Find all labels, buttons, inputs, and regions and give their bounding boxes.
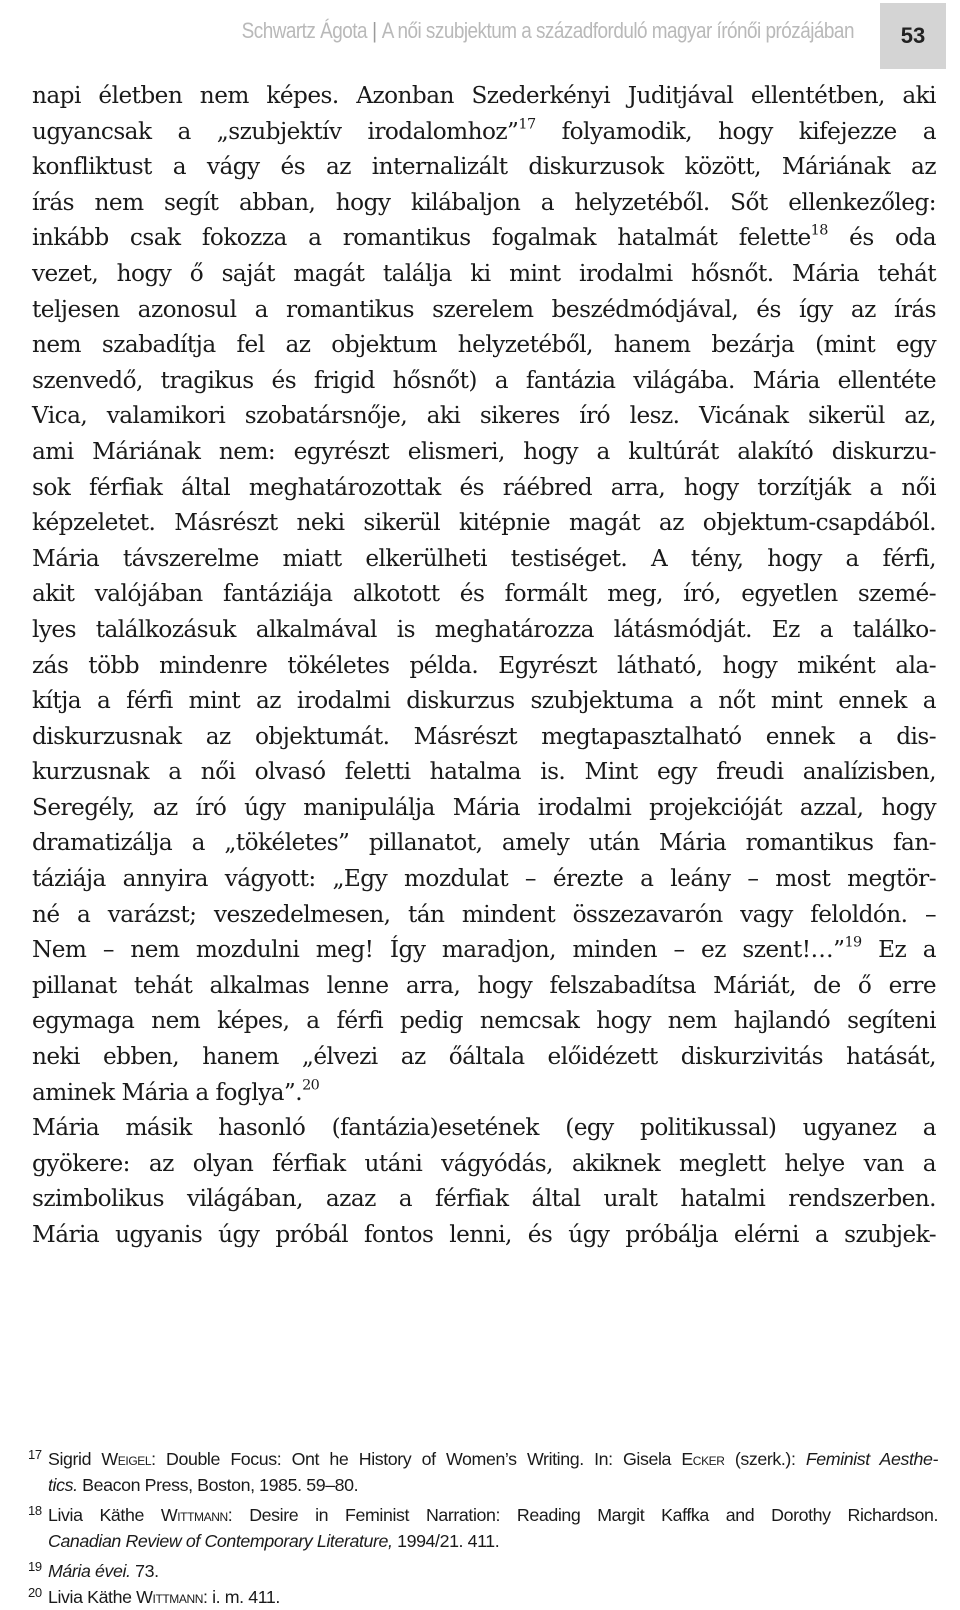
text-line: [32, 861, 936, 897]
text-run: és oda: [827, 224, 936, 252]
text-line: [32, 1217, 936, 1253]
footnote-number: 19: [28, 1559, 42, 1574]
text-line: [32, 1003, 936, 1039]
author-name: Ecker: [681, 1449, 725, 1469]
work-title: tics.: [48, 1475, 78, 1495]
footnote-text: (szerk.):: [724, 1449, 806, 1469]
footnote-line: [48, 1502, 938, 1528]
text-run: Mária ugyanis úgy próbál fontos lenni, és úgy próbálja elérni a szubjek-: [32, 1221, 936, 1248]
text-run: táziája annyira vágyott: „Egy mozdulat – érezte a leány – most megtör-: [32, 865, 936, 893]
text-run: ami Máriának nem: egyrészt elismeri, hogy a kultúrát alakító diskurzu-: [32, 437, 936, 465]
body-text: [32, 78, 936, 1253]
author-name: Wittmann: [136, 1587, 204, 1607]
text-line: [32, 541, 936, 577]
footnote-number: 18: [28, 1503, 42, 1518]
text-run: diskurzusnak az objektumát. Másrészt megtapasztalható ennek a dis-: [32, 722, 936, 750]
text-run: Vica, valamikori szobatársnője, aki sikeres író lesz. Vicának sikerül az,: [32, 402, 936, 430]
footnote-number: 17: [28, 1447, 42, 1462]
text-line: [32, 754, 936, 790]
text-run: Mária távszerelme miatt elkerülheti testiséget. A tény, hogy a férfi,: [32, 544, 936, 572]
running-head-title: A női szubjektum a századforduló magyar írónői prózájában: [381, 18, 854, 43]
footnote: [28, 1502, 938, 1554]
text-line: [32, 434, 936, 470]
text-run: inkább csak fokozza a romantikus fogalmak hatalmát felette: [32, 224, 811, 252]
text-line: [32, 932, 936, 968]
text-run: konfliktust a vágy és az internalizált diskurzusok között, Máriának az: [32, 153, 936, 181]
footnote: [28, 1558, 938, 1584]
footnote-line: [48, 1472, 938, 1498]
footnote-text: : Double Focus: Ont he History of Women’s Writing. In: Gisela: [151, 1449, 682, 1469]
footnote-text: Sigrid: [48, 1449, 102, 1469]
text-run: gyökere: az olyan férfiak utáni vágyódás, akiknek meglett helye van a: [32, 1149, 936, 1177]
footnote-text: : Desire in Feminist Narration: Reading Margit Kaffka and Dorothy Richardson.: [227, 1505, 938, 1525]
text-line: [32, 1181, 936, 1217]
work-title: Canadian Review of Contemporary Literature,: [48, 1531, 393, 1551]
text-run: szenvedő, tragikus és frigid hősnőt) a fantázia világába. Mária ellentéte: [32, 366, 936, 394]
footnote-ref: 17: [518, 116, 536, 133]
footnote-ref: 20: [302, 1077, 320, 1094]
text-line: [32, 648, 936, 684]
footnote: [28, 1446, 938, 1498]
footnote-line: [48, 1528, 938, 1554]
text-run: Mária másik hasonló (fantázia)esetének (egy politikussal) ugyanez a: [32, 1114, 936, 1142]
text-line: [32, 825, 936, 861]
text-line: [32, 1039, 936, 1075]
text-run: sok férfiak által meghatározottak és ráébred arra, hogy torzítják a női: [32, 473, 936, 501]
work-title: Mária évei.: [48, 1561, 131, 1581]
text-run: egymaga nem képes, a férfi pedig nemcsak hogy nem hajlandó segíteni: [32, 1007, 936, 1035]
footnote-text: Livia Käthe: [48, 1587, 137, 1607]
text-line: [32, 398, 936, 434]
footnote-text: : i. m. 411.: [203, 1587, 280, 1607]
page-header: [0, 0, 960, 72]
text-line: [32, 1075, 936, 1111]
footnote-text: Livia Käthe: [48, 1505, 161, 1525]
running-head-separator: |: [372, 18, 377, 43]
text-run: zás több mindenre tökéletes példa. Egyrészt látható, hogy miként ala-: [32, 651, 936, 679]
text-run: napi életben nem képes. Azonban Szederkényi Juditjával ellentétben, aki: [32, 82, 936, 109]
text-run: vezet, hogy ő saját magát találja ki mint irodalmi hősnőt. Mária tehát: [32, 259, 936, 287]
text-run: lyes találkozásuk alkalmával is meghatározza látásmódját. Ez a találko-: [32, 615, 936, 643]
text-run: kurzusnak a női olvasó feletti hatalma is. Mint egy freudi analízisben,: [32, 758, 936, 786]
footnote-number: 20: [28, 1585, 42, 1600]
footnote-line: [48, 1558, 938, 1584]
text-run: akit valójában fantáziája alkotott és formált meg, író, egyetlen szemé-: [32, 580, 936, 608]
text-run: Nem – nem mozdulni meg! Így maradjon, minden – ez szent!…”: [32, 936, 845, 964]
text-run: né a varázst; veszedelmesen, tán mindent összezavarón vagy feloldón. –: [32, 900, 936, 928]
text-line: [32, 897, 936, 933]
text-line: [32, 1110, 936, 1146]
text-line: [32, 327, 936, 363]
text-line: [32, 683, 936, 719]
footnote-text: 1994/21. 411.: [392, 1531, 500, 1551]
text-run: Seregély, az író úgy manipulálja Mária irodalmi projekcióját azzal, hogy: [32, 793, 936, 821]
text-line: [32, 114, 936, 150]
text-run: szimbolikus világában, azaz a férfiak által uralt hatalmi rendszerben.: [32, 1185, 936, 1213]
text-run: képzeletet. Másrészt neki sikerül kitépnie magát az objektum-csapdából.: [32, 509, 936, 537]
author-name: Weigel: [101, 1449, 152, 1469]
text-run: nem szabadítja fel az objektum helyzetéből, hanem bezárja (mint egy: [32, 331, 936, 359]
text-line: [32, 292, 936, 328]
footnote-text: 73.: [130, 1561, 159, 1581]
footnote-ref: 18: [810, 223, 828, 240]
work-title: Feminist Aesthe-: [805, 1449, 938, 1469]
text-line: [32, 470, 936, 506]
text-line: [32, 149, 936, 185]
text-run: neki ebben, hanem „élvezi az őáltala előidézett diskurzivitás hatását,: [32, 1043, 936, 1071]
text-line: [32, 78, 936, 114]
text-run: dramatizálja a „tökéletes” pillanatot, amely után Mária romantikus fan-: [32, 829, 936, 857]
text-line: [32, 576, 936, 612]
text-run: Ez a: [861, 936, 936, 964]
text-line: [32, 363, 936, 399]
text-line: [32, 968, 936, 1004]
text-line: [32, 256, 936, 292]
text-line: [32, 612, 936, 648]
footnote: [28, 1584, 938, 1610]
text-run: írás nem segít abban, hogy kilábaljon a helyzetéből. Sőt ellenkezőleg:: [32, 188, 936, 216]
text-line: [32, 220, 936, 256]
text-run: aminek Mária a foglya”.: [32, 1078, 303, 1106]
footnote-line: [48, 1584, 938, 1610]
text-run: pillanat tehát alkalmas lenne arra, hogy felszabadítsa Máriát, de ő erre: [32, 971, 936, 999]
text-line: [32, 1146, 936, 1182]
page-number: 53: [900, 23, 926, 48]
text-line: [32, 719, 936, 755]
footnotes: [28, 1446, 938, 1610]
text-line: [32, 505, 936, 541]
text-run: ugyancsak a „szubjektív irodalomhoz”: [32, 117, 519, 145]
author-name: Wittmann: [160, 1505, 228, 1525]
text-run: teljesen azonosul a romantikus szerelem beszédmódjával, és így az írás: [32, 295, 936, 323]
footnote-ref: 19: [844, 934, 862, 951]
text-run: folyamodik, hogy kifejezze a: [535, 117, 936, 145]
page-number-box: [880, 3, 946, 69]
text-run: kítja a férfi mint az irodalmi diskurzus szubjektuma a nőt mint ennek a: [32, 687, 936, 715]
text-line: [32, 185, 936, 221]
footnote-line: [48, 1446, 938, 1472]
footnote-text: Beacon Press, Boston, 1985. 59–80.: [77, 1475, 359, 1495]
text-line: [32, 790, 936, 826]
running-head-author: Schwartz Ágota: [241, 18, 368, 43]
running-head: [242, 18, 854, 44]
